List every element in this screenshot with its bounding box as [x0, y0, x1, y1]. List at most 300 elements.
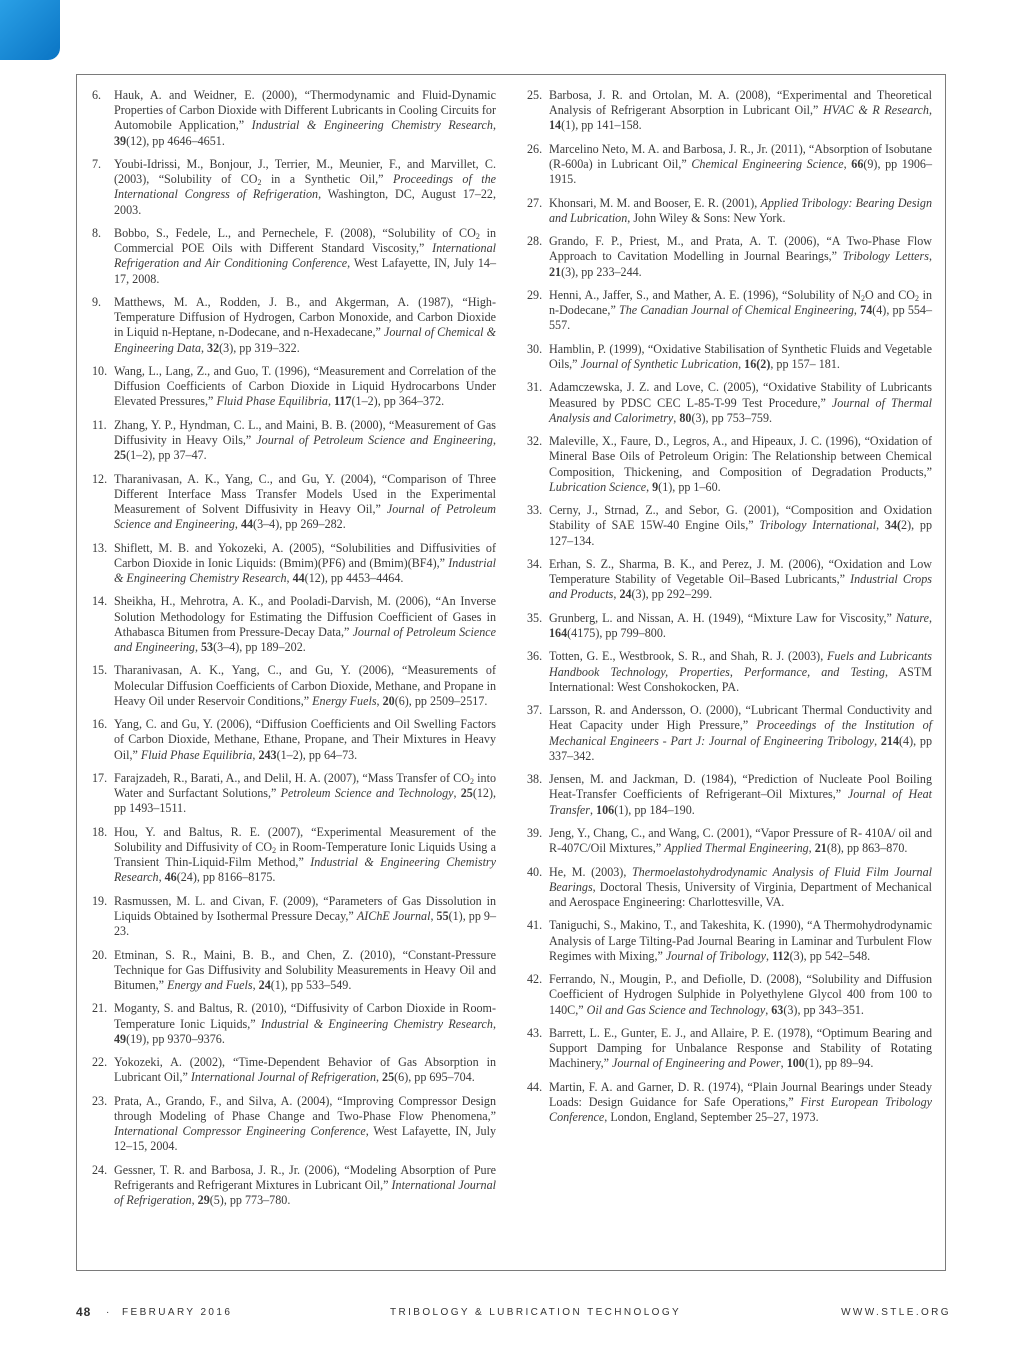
page-number: 48 — [76, 1305, 92, 1319]
reference-text — [114, 948, 496, 994]
reference-segment: Jeng, Y., Chang, C., and Wang, C. (2001), “Vapor Pressure of R- 410A/ oil and R-407C/Oil Mixtures,” — [549, 825, 932, 856]
reference-text — [114, 594, 496, 655]
reference-segment: , — [234, 517, 241, 532]
reference-segment: , — [252, 747, 259, 762]
reference-text — [549, 142, 932, 188]
reference-item — [92, 894, 496, 940]
reference-text — [114, 1094, 496, 1155]
reference-segment: Khonsari, M. M. and Booser, E. R. (2001), — [549, 195, 761, 210]
reference-segment: Tharanivasan, A. K., Yang, C., and Gu, Y. (2004), “Comparison of Three Different Interface Mass Transfer Models Used in the Experimental Measurement of Solvent Diffusivity in Heavy Oil,” — [114, 471, 496, 516]
reference-number: 21. — [92, 1001, 108, 1016]
reference-text — [549, 380, 932, 426]
reference-segment: 112 — [772, 948, 790, 963]
reference-segment: Industrial & Engineering Chemistry Research — [260, 1016, 493, 1031]
reference-segment: , ASTM International: West Conshokocken, PA. — [549, 664, 933, 694]
reference-text — [549, 649, 932, 695]
reference-segment: 106 — [596, 802, 615, 817]
reference-segment: (3), pp 233–244. — [561, 264, 642, 279]
reference-number: 33. — [527, 503, 543, 518]
reference-segment: in a Synthetic Oil,” — [261, 172, 393, 187]
reference-text — [114, 157, 496, 218]
reference-segment: , Doctoral Thesis, University of Virginia, Department of Mechanical and Aerospace Engineering: Charlottesville, VA. — [549, 879, 932, 909]
reference-number: 23. — [92, 1093, 108, 1108]
reference-segment: 63 — [771, 1002, 784, 1017]
reference-item — [527, 88, 932, 134]
reference-segment: Tribology Letters — [842, 249, 929, 264]
reference-item — [92, 88, 496, 149]
reference-segment: AIChE Journal — [356, 908, 431, 923]
reference-item — [527, 826, 932, 856]
reference-number: 12. — [92, 471, 108, 486]
reference-segment: (1), pp 141–158. — [561, 118, 642, 133]
reference-segment: 25 — [114, 448, 127, 463]
reference-segment: , — [853, 303, 861, 318]
reference-item — [527, 772, 932, 818]
reference-text — [549, 1080, 932, 1126]
reference-segment: , — [194, 640, 201, 654]
reference-segment: 25 — [382, 1070, 395, 1085]
reference-text — [114, 541, 496, 587]
reference-segment: Sheikha, H., Mehrotra, A. K., and Pooladi-Darvish, M. (2006), “An Inverse Solution Methodology for Estimating the Diffusion Coefficient of Gases in Athabasca Bitumen from Pressure-Decay Data,” — [114, 594, 496, 639]
reference-segment: (3–4), pp 269–282. — [253, 517, 346, 532]
reference-segment: , — [327, 394, 335, 409]
reference-item — [527, 703, 932, 764]
reference-segment: , — [376, 693, 383, 708]
reference-segment: Barbosa, J. R. and Ortolan, M. A. (2008), “Experimental and Theoretical Analysis of Refrigerant Absorption in Lubricant Oil,” — [549, 88, 932, 118]
reference-segment: (8), pp 863–870. — [826, 841, 908, 856]
reference-segment: 44 — [240, 517, 254, 532]
reference-number: 32. — [527, 434, 543, 449]
reference-item — [92, 364, 496, 410]
reference-segment: (1–2), pp 37–47. — [126, 448, 207, 463]
reference-segment: , — [928, 249, 932, 264]
reference-segment: Adamczewska, J. Z. and Love, C. (2005), “Oxidative Stability of Lubricants Measured by PDSC CEC L-85-T-99 Test Procedure,” — [549, 380, 932, 410]
reference-segment: (1), pp 89–94. — [804, 1056, 874, 1071]
reference-segment: Ferrando, N., Mougin, P., and Defiolle, D. (2008), “Solubility and Diffusion Coefficient of Hydrogen Sulphide in Polyethylene Glycol 400 from 100 to 140C,” — [549, 972, 932, 1017]
corner-tab-decoration — [0, 0, 60, 60]
reference-number: 11. — [92, 417, 107, 432]
reference-segment: , Washington, DC, August 17–22, 2003. — [114, 187, 496, 217]
reference-text — [549, 826, 932, 856]
reference-segment: Shiflett, M. B. and Yokozeki, A. (2005), “Solubilities and Diffusivities of Carbon Dioxide in Ionic Liquids: (Bmim)(PF6) and (Bmim)(BF4),” — [114, 540, 496, 570]
reference-text — [114, 472, 496, 533]
reference-item — [527, 918, 932, 964]
reference-text — [114, 894, 496, 940]
reference-segment: Fluid Phase Equilibria — [216, 394, 328, 409]
reference-segment: 2 — [915, 293, 920, 303]
reference-number: 9. — [92, 295, 102, 309]
reference-segment: (6), pp 695–704. — [394, 1070, 475, 1085]
reference-number: 7. — [92, 157, 102, 171]
reference-item — [527, 380, 932, 426]
reference-number: 15. — [92, 663, 108, 678]
references-column-left — [92, 88, 496, 1217]
reference-segment: 34( — [884, 518, 902, 533]
reference-segment: into Water and Surfactant Solutions,” — [114, 770, 496, 801]
reference-segment: , — [492, 1016, 496, 1031]
reference-segment: , — [430, 908, 437, 923]
reference-item — [527, 1080, 932, 1126]
reference-segment: 39 — [114, 133, 127, 148]
reference-number: 43. — [527, 1025, 543, 1040]
reference-segment: Industrial & Engineering Chemistry Research — [114, 555, 496, 585]
reference-segment: , — [492, 118, 496, 133]
reference-segment: Yokozeki, A. (2002), “Time-Dependent Behavior of Gas Absorption in Lubricant Oil,” — [114, 1055, 496, 1085]
reference-segment: , — [453, 786, 461, 801]
reference-segment: , — [874, 733, 881, 748]
reference-segment: Henni, A., Jaffer, S., and Mather, A. E. (1996), “Solubility of N — [549, 287, 861, 302]
reference-segment: , — [876, 518, 885, 533]
reference-segment: , — [808, 841, 815, 856]
reference-segment: , — [492, 433, 496, 447]
reference-segment: Maleville, X., Faure, D., Legros, A., and Hipeaux, J. C. (1996), “Oxidation of Mineral Base Oils of Petroleum Origin: The Relationship between Chemical Composition, Thickening, and Composition of Degradation Products,” — [549, 434, 932, 479]
reference-segment: 66 — [851, 157, 864, 171]
reference-segment: 20 — [382, 693, 395, 708]
reference-number: 35. — [527, 610, 543, 625]
reference-text — [114, 418, 496, 464]
reference-number: 40. — [527, 864, 543, 879]
reference-number: 44. — [527, 1079, 543, 1094]
reference-number: 37. — [527, 703, 543, 718]
reference-segment: , — [738, 356, 745, 371]
reference-segment: Moganty, S. and Baltus, R. (2010), “Diffusivity of Carbon Dioxide in Room-Temperature Ionic Liquids,” — [114, 1001, 496, 1031]
reference-segment: Yang, C. and Gu, Y. (2006), “Diffusion Coefficients and Oil Swelling Factors of Carbon Dioxide, Methane, Ethane, Propane, and Their Mixtures in Heavy Oil,” — [114, 717, 496, 762]
reference-segment: Oil and Gas Science and Technology — [586, 1002, 766, 1017]
reference-number: 31. — [527, 380, 543, 395]
reference-segment: 100 — [786, 1056, 805, 1071]
reference-text — [549, 918, 932, 964]
reference-item — [527, 503, 932, 549]
reference-segment: Journal of Heat Transfer — [549, 787, 932, 817]
reference-text — [549, 972, 932, 1018]
reference-item — [527, 557, 932, 603]
website-link[interactable]: WWW.STLE.ORG — [841, 1307, 951, 1318]
reference-segment: The Canadian Journal of Chemical Engineering — [619, 303, 854, 318]
reference-number: 17. — [92, 770, 108, 785]
reference-segment: Barrett, L. E., Gunter, E. J., and Allaire, P. E. (1978), “Optimum Bearing and Support Damping for Unbalance Response and Stability of Rotating Machinery,” — [549, 1025, 932, 1071]
reference-item — [527, 649, 932, 695]
reference-segment: (3), pp 343–351. — [783, 1002, 864, 1017]
reference-text — [549, 703, 932, 764]
footer-separator: · — [106, 1307, 112, 1318]
reference-segment: , — [765, 1002, 772, 1017]
reference-segment: 32 — [207, 340, 220, 355]
reference-number: 28. — [527, 234, 543, 249]
reference-text — [114, 226, 496, 287]
reference-segment: (9), pp 1906–1915. — [549, 157, 933, 187]
reference-segment: 243 — [258, 747, 277, 762]
reference-text — [114, 717, 496, 763]
reference-segment: in Room-Temperature Ionic Liquids Using a Transient Thin-Liquid-Film Method,” — [114, 839, 496, 870]
reference-text — [549, 1026, 932, 1072]
reference-segment: Lubrication Science — [549, 479, 647, 494]
reference-item — [527, 611, 932, 641]
reference-segment: Petroleum Science and Technology — [280, 786, 454, 801]
reference-segment: Industrial & Engineering Chemistry Research — [251, 118, 493, 133]
reference-segment: (1), pp 533–549. — [270, 977, 352, 992]
reference-segment: Youbi-Idrissi, M., Bonjour, J., Terrier, M., Meunier, F., and Marvillet, C. (2003), “Solubility of CO — [114, 157, 496, 187]
reference-number: 41. — [527, 918, 543, 933]
reference-item — [527, 342, 932, 372]
reference-number: 24. — [92, 1162, 108, 1177]
reference-number: 42. — [527, 972, 543, 987]
reference-segment: Rasmussen, M. L. and Civan, F. (2009), “Parameters of Gas Dissolution in Liquids Obtained by Isothermal Pressure Decay,” — [114, 893, 496, 923]
reference-text — [114, 295, 496, 356]
reference-segment: (3–4), pp 189–202. — [213, 640, 306, 654]
reference-segment: , John Wiley & Sons: New York. — [627, 210, 786, 225]
reference-segment: Zhang, Y. P., Hyndman, C. L., and Maini, B. B. (2000), “Measurement of Gas Diffusivity in Heavy Oils,” — [114, 417, 496, 447]
reference-segment: 2), pp 127–134. — [549, 518, 932, 548]
reference-segment: 24 — [258, 977, 271, 992]
reference-segment: Martin, F. A. and Garner, D. R. (1974), “Plain Journal Bearings under Steady Loads: Design Guidance for Safe Operations,” — [549, 1079, 932, 1109]
reference-item — [92, 1163, 496, 1209]
reference-segment: International Journal of Refrigeration — [190, 1070, 376, 1085]
reference-segment: (5), pp 773–780. — [209, 1193, 291, 1208]
reference-segment: , — [252, 977, 259, 992]
reference-segment: 14 — [549, 118, 562, 133]
reference-segment: , West Lafayette, IN, July 12–15, 2004. — [114, 1124, 496, 1154]
reference-segment: 24 — [619, 587, 632, 602]
publication-name: TRIBOLOGY & LUBRICATION TECHNOLOGY — [390, 1307, 682, 1318]
reference-number: 29. — [527, 287, 543, 302]
reference-segment: 2 — [257, 178, 262, 188]
reference-segment: 117 — [334, 394, 352, 409]
reference-number: 13. — [92, 540, 108, 555]
reference-segment: , — [843, 157, 852, 171]
reference-segment: 29 — [197, 1193, 210, 1208]
reference-number: 26. — [527, 141, 543, 156]
reference-segment: Fuels and Lubricants Handbook Technology, Properties, Performance, and Testing — [549, 649, 932, 679]
reference-segment: 49 — [114, 1031, 127, 1046]
reference-segment: (4), pp 554–557. — [549, 303, 933, 333]
reference-segment: Hauk, A. and Weidner, E. (2000), “Thermodynamic and Fluid-Dynamic Properties of Carbon Dioxide with Different Lubricants in Cooling Circuits for Automobile Application,” — [114, 88, 497, 133]
reference-number: 16. — [92, 717, 108, 732]
reference-segment: 2 — [469, 776, 474, 786]
reference-segment: in n-Dodecane,” — [549, 287, 932, 318]
reference-segment: , — [286, 571, 293, 585]
reference-segment: Matthews, M. A., Rodden, J. B., and Akgerman, A. (1987), “High-Temperature Diffusion of Hydrogen, Carbon Monoxide, and Carbon Dioxide in Liquid n-Heptane, n-Dodecane, and n-Hexadecane,” — [114, 295, 496, 340]
reference-segment: (3), pp 292–299. — [631, 587, 713, 602]
reference-segment: , — [928, 103, 933, 118]
reference-segment: Journal of Tribology — [665, 948, 767, 963]
reference-item — [92, 825, 496, 886]
reference-segment: (1–2), pp 64–73. — [276, 747, 358, 762]
reference-segment: , — [780, 1056, 787, 1071]
reference-segment: Hou, Y. and Baltus, R. E. (2007), “Experimental Measurement of the Solubility and Diffusivity of CO — [114, 824, 496, 854]
reference-number: 6. — [92, 88, 102, 102]
reference-text — [549, 434, 932, 495]
reference-number: 18. — [92, 824, 108, 839]
reference-item — [527, 1026, 932, 1072]
reference-number: 22. — [92, 1055, 108, 1070]
reference-segment: Bobbo, S., Fedele, L., and Pernechele, F. (2008), “Solubility of CO — [114, 226, 476, 240]
reference-segment: Journal of Thermal Analysis and Calorimetry — [549, 395, 932, 425]
reference-number: 14. — [92, 594, 108, 609]
reference-item — [92, 771, 496, 817]
reference-segment: (12), pp 1493–1511. — [114, 786, 496, 816]
reference-segment: Totten, G. E., Westbrook, S. R., and Shah, R. J. (2003), — [549, 649, 828, 664]
reference-item — [92, 1094, 496, 1155]
reference-number: 10. — [92, 364, 108, 378]
reference-item — [92, 226, 496, 287]
reference-item — [92, 717, 496, 763]
reference-segment: Energy Fuels — [312, 693, 377, 708]
reference-segment: Thermoelastohydrodynamic Analysis of Fluid Film Journal Bearings — [549, 864, 932, 894]
reference-item — [527, 972, 932, 1018]
reference-text — [549, 611, 932, 641]
reference-segment: (3), pp 319–322. — [219, 340, 300, 355]
reference-item — [92, 1055, 496, 1085]
reference-item — [92, 663, 496, 709]
reference-segment: 2 — [860, 293, 865, 303]
reference-item — [527, 865, 932, 911]
reference-segment: (19), pp 9370–9376. — [126, 1031, 225, 1046]
reference-segment: Jensen, M. and Jackman, D. (1984), “Prediction of Nucleate Pool Boiling Heat-Transfer Coefficients of Refrigerant–Oil Mixtures,” — [549, 772, 932, 802]
reference-segment: 16(2) — [744, 356, 771, 371]
reference-segment: Grando, F. P., Priest, M., and Prata, A. T. (2006), “A Two-Phase Flow Approach to Cavitation Modelling in Journal Bearings,” — [549, 234, 932, 264]
reference-segment: (4175), pp 799–800. — [567, 625, 666, 640]
reference-segment: Cerny, J., Strnad, Z., and Sebor, G. (2001), “Composition and Oxidation Stability of SAE 15W-40 Engine Oils,” — [549, 503, 932, 533]
reference-segment: International Compressor Engineering Conference — [114, 1124, 366, 1139]
reference-segment: Tribology International — [759, 518, 877, 533]
reference-number: 8. — [92, 226, 102, 240]
reference-segment: Proceedings of the Institution of Mechanical Engineers - Part J: Journal of Engineering Tribology — [549, 718, 932, 748]
reference-item — [92, 594, 496, 655]
reference-segment: (4), pp 337–342. — [549, 733, 932, 763]
reference-segment: Journal of Petroleum Science and Engineering — [114, 502, 496, 532]
reference-segment: Grunberg, L. and Nissan, A. H. (1949), “Mixture Law for Viscosity,” — [549, 610, 896, 625]
reference-segment: Applied Thermal Engineering — [664, 841, 809, 856]
reference-segment: 55 — [436, 908, 449, 923]
reference-text — [114, 88, 496, 149]
reference-segment: 164 — [549, 625, 568, 640]
reference-segment: 44 — [292, 571, 305, 585]
reference-text — [114, 364, 496, 410]
reference-number: 25. — [527, 88, 543, 102]
reference-segment: 25 — [460, 786, 473, 801]
reference-segment: , London, England, September 25–27, 1973. — [604, 1110, 819, 1125]
reference-segment: Chemical Engineering Science — [691, 157, 844, 171]
reference-segment: 74 — [860, 303, 873, 318]
reference-segment: , — [590, 802, 597, 817]
reference-text — [114, 1001, 496, 1047]
references-column-right — [527, 88, 932, 1134]
reference-number: 34. — [527, 556, 543, 571]
reference-segment: (1), pp 184–190. — [614, 802, 695, 817]
reference-segment: (1), pp 9–23. — [114, 908, 497, 939]
reference-segment: Proceedings of the International Congress of Refrigeration — [114, 172, 497, 202]
reference-segment: O and CO — [864, 287, 916, 302]
reference-segment: , — [646, 479, 653, 494]
reference-segment: , — [158, 870, 165, 885]
reference-segment: Etminan, S. R., Maini, B. B., and Chen, Z. (2010), “Constant-Pressure Technique for Gas Diffusivity and Solubility Measurements in Heavy Oil and Bitumen,” — [114, 947, 496, 992]
reference-segment: Journal of Synthetic Lubrication — [580, 356, 739, 371]
reference-segment: , — [191, 1193, 198, 1208]
reference-item — [527, 434, 932, 495]
page-footer — [76, 1307, 951, 1323]
reference-segment: 9 — [652, 479, 659, 494]
reference-segment: Gessner, T. R. and Barbosa, J. R., Jr. (2006), “Modeling Absorption of Pure Refrigerants and Refrigerant Mixtures in Lubricant Oil,” — [114, 1162, 496, 1192]
reference-segment: Hamblin, P. (1999), “Oxidative Stabilisation of Synthetic Fluids and Vegetable Oils,” — [549, 341, 932, 371]
reference-item — [527, 234, 932, 280]
reference-number: 27. — [527, 195, 543, 210]
reference-segment: (3), pp 753–759. — [691, 410, 773, 425]
reference-item — [92, 418, 496, 464]
reference-segment: , pp 157– 181. — [770, 356, 840, 371]
reference-segment: (24), pp 8166–8175. — [176, 870, 276, 885]
reference-number: 36. — [527, 649, 543, 664]
reference-segment: Applied Tribology: Bearing Design and Lubrication — [549, 195, 932, 225]
reference-number: 20. — [92, 947, 108, 962]
issue-date: FEBRUARY 2016 — [122, 1307, 233, 1318]
reference-text — [549, 865, 932, 911]
reference-segment: Fluid Phase Equilibria — [140, 747, 253, 762]
reference-item — [92, 295, 496, 356]
reference-segment: , — [613, 587, 620, 602]
reference-text — [114, 663, 496, 709]
reference-text — [549, 288, 932, 334]
reference-item — [527, 196, 932, 226]
reference-segment: Energy and Fuels — [167, 977, 253, 992]
reference-segment: International Refrigeration and Air Conditioning Conference — [114, 241, 496, 271]
reference-item — [527, 288, 932, 334]
reference-segment: Larsson, R. and Andersson, O. (2000), “Lubricant Thermal Conductivity and Heat Capacity under High Pressure,” — [549, 703, 932, 733]
reference-segment: First European Tribology Conference — [549, 1094, 932, 1125]
reference-segment: 2 — [475, 232, 480, 241]
reference-segment: Tharanivasan, A. K., Yang, C., and Gu, Y. (2006), “Measurements of Molecular Diffusion Coefficients of Carbon Dioxide, Methane, and Propane in Heavy Oil under Reservoir Conditions,” — [114, 663, 496, 708]
reference-item — [527, 142, 932, 188]
reference-segment: Industrial & Engineering Chemistry Research — [114, 855, 497, 885]
reference-segment: Marcelino Neto, M. A. and Barbosa, J. R., Jr. (2011), “Absorption of Isobutane (R-600a) in Lubricant Oil,” — [549, 141, 932, 171]
reference-segment: , — [766, 948, 773, 963]
reference-segment: (1), pp 1–60. — [658, 479, 721, 494]
reference-segment: 214 — [880, 733, 899, 748]
reference-segment: , — [928, 610, 932, 625]
reference-segment: in Commercial POE Oils with Different Standard Viscosity,” — [114, 226, 496, 256]
reference-item — [92, 541, 496, 587]
reference-segment: 2 — [272, 845, 277, 855]
reference-text — [549, 196, 932, 226]
reference-item — [92, 157, 496, 218]
reference-text — [549, 503, 932, 549]
reference-segment: (1–2), pp 364–372. — [351, 394, 445, 409]
reference-text — [549, 557, 932, 603]
reference-segment: 53 — [201, 640, 214, 654]
reference-segment: 80 — [679, 410, 692, 425]
reference-item — [92, 472, 496, 533]
reference-segment: (12), pp 4646–4651. — [126, 133, 225, 148]
reference-segment: 21 — [814, 841, 827, 856]
reference-segment: (6), pp 2509–2517. — [394, 693, 488, 708]
reference-segment: , West Lafayette, IN, July 14–17, 2008. — [114, 256, 496, 286]
reference-text — [114, 825, 496, 886]
reference-segment: International Journal of Refrigeration — [114, 1177, 496, 1208]
reference-text — [549, 772, 932, 818]
reference-segment: Industrial Crops and Products — [549, 572, 932, 602]
reference-number: 30. — [527, 341, 543, 356]
reference-segment: Nature — [895, 610, 929, 625]
reference-number: 39. — [527, 825, 543, 840]
reference-segment: Wang, L., Lang, Z., and Guo, T. (1996), “Measurement and Correlation of the Diffusion Coefficients of Carbon Dioxide in Liquid Hydrocarbons Under Elevated Pressures,” — [114, 364, 496, 409]
reference-text — [114, 771, 496, 817]
reference-segment: Journal of Chemical & Engineering Data — [114, 325, 496, 355]
reference-number: 19. — [92, 893, 108, 908]
reference-text — [549, 234, 932, 280]
reference-text — [549, 342, 932, 372]
reference-segment: Prata, A., Grando, F., and Silva, A. (2004), “Improving Compressor Design through Modeling of Phase Change and Two-Phase Flow Phenomena,” — [114, 1093, 496, 1123]
reference-segment: Erhan, S. Z., Sharma, B. K., and Perez, J. M. (2006), “Oxidation and Low Temperature Stability of Vegetable Oil–Based Lubricants,” — [549, 556, 932, 587]
reference-segment: Farajzadeh, R., Barati, A., and Delil, H. A. (2007), “Mass Transfer of CO — [114, 770, 470, 785]
